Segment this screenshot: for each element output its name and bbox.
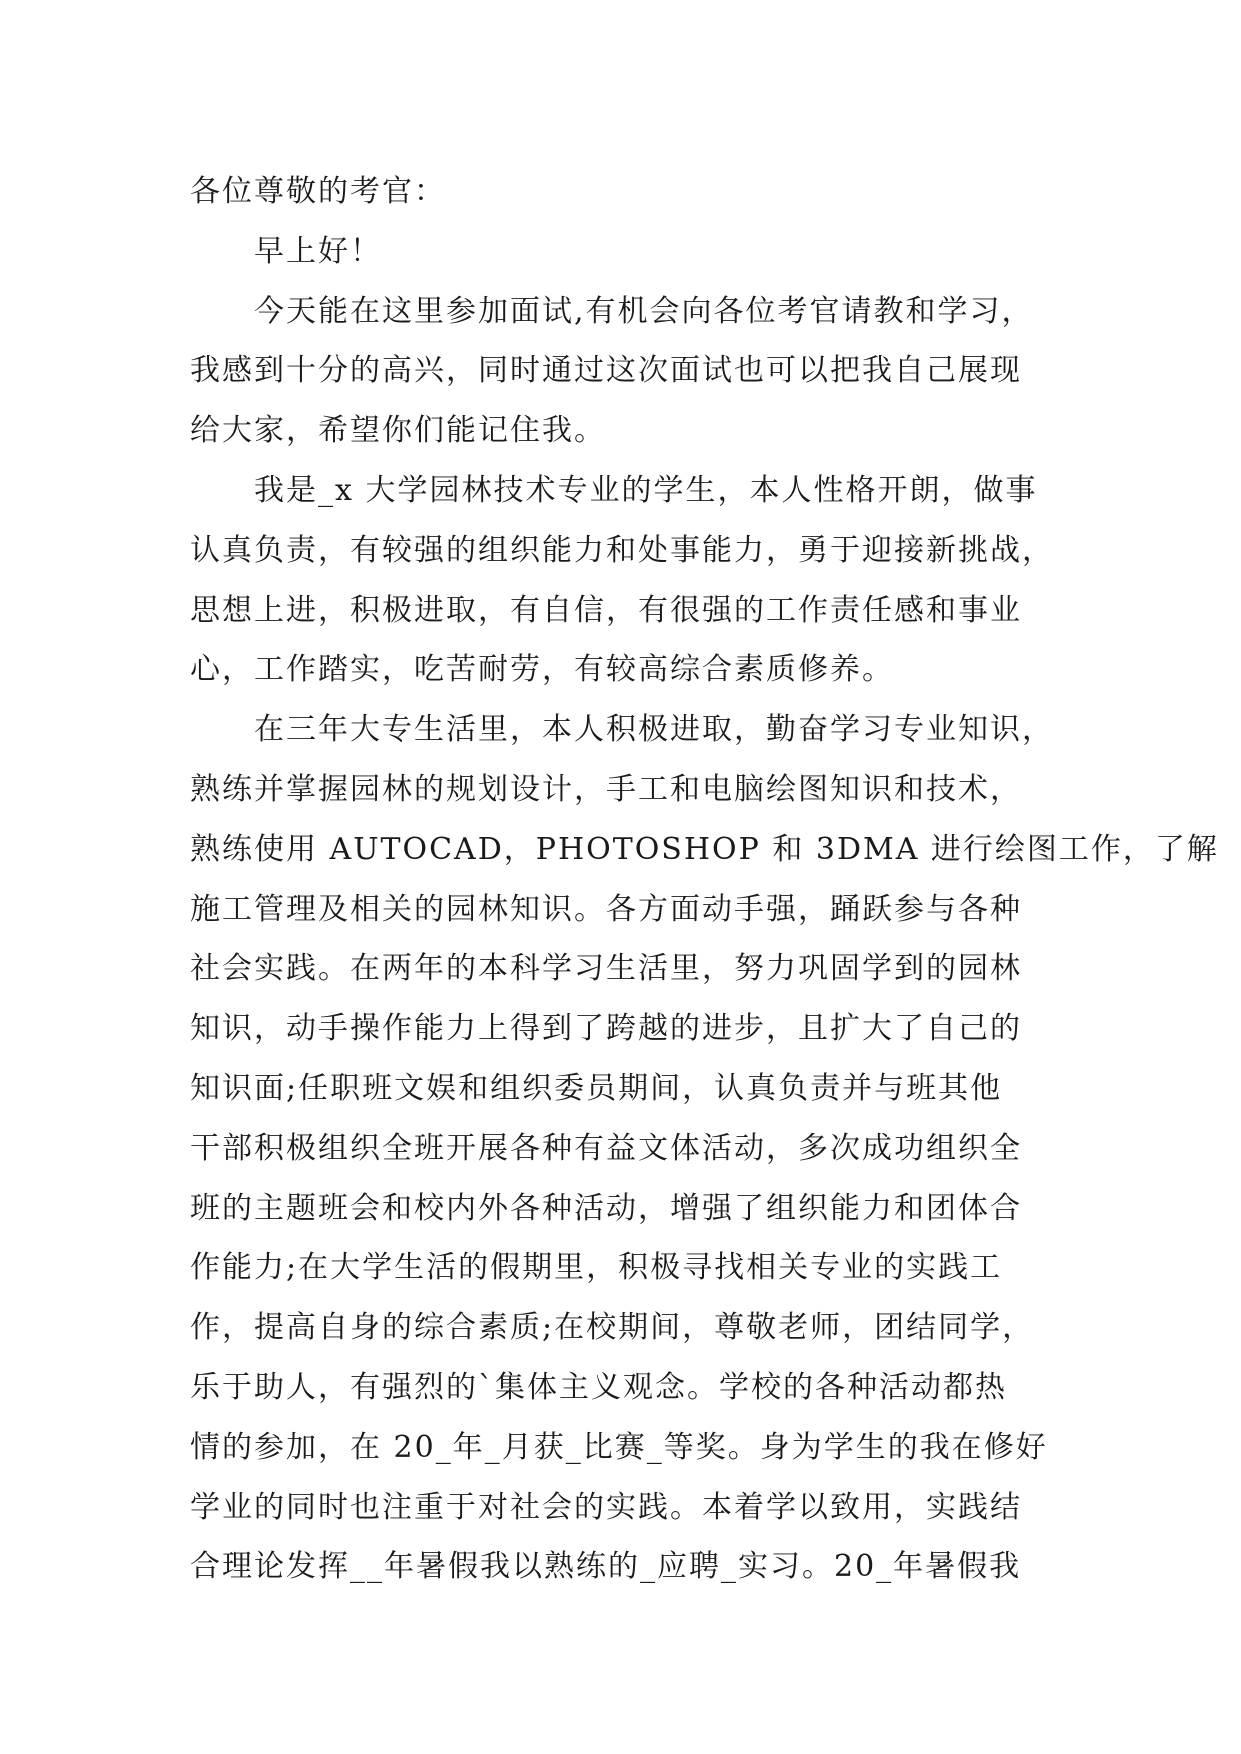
text-line: 给大家，希望你们能记住我。 (190, 413, 606, 449)
text-line: 我是_x 大学园林技术专业的学生，本人性格开朗，做事 (254, 472, 1038, 508)
text-line: 合理论发挥__年暑假我以熟练的_应聘_实习。20_年暑假我 (190, 1549, 1022, 1585)
text-line: 作，提高自身的综合素质;在校期间，尊敬老师，团结同学， (190, 1310, 1035, 1346)
text-line: 作能力;在大学生活的假期里，积极寻找相关专业的实践工 (190, 1250, 1003, 1286)
text-line: 我感到十分的高兴，同时通过这次面试也可以把我自己展现 (190, 353, 1022, 389)
text-line: 施工管理及相关的园林知识。各方面动手强，踊跃参与各种 (190, 891, 1022, 927)
salutation: 各位尊敬的考官： (190, 174, 446, 209)
text-line: 心，工作踏实，吃苦耐劳，有较高综合素质修养。 (190, 652, 894, 688)
body-lines (190, 222, 1219, 1597)
text-line: 干部积极组织全班开展各种有益文体活动，多次成功组织全 (190, 1130, 1022, 1166)
text-line: 熟练使用 AUTOCAD，PHOTOSHOP 和 3DMA 进行绘图工作，了解 (190, 831, 1219, 867)
text-line: 社会实践。在两年的本科学习生活里，努力巩固学到的园林 (190, 951, 1022, 987)
text-line: 知识，动手操作能力上得到了跨越的进步，且扩大了自己的 (190, 1011, 1022, 1047)
text-line: 熟练并掌握园林的规划设计，手工和电脑绘图知识和技术， (190, 771, 1022, 807)
text-line: 今天能在这里参加面试,有机会向各位考官请教和学习， (254, 293, 1034, 329)
text-line: 知识面;任职班文娱和组织委员期间，认真负责并与班其他 (190, 1070, 1003, 1106)
text-line: 早上好！ (254, 233, 382, 269)
text-line: 在三年大专生活里，本人积极进取，勤奋学习专业知识， (254, 712, 1054, 748)
text-line: 情的参加，在 20_年_月获_比赛_等奖。身为学生的我在修好 (190, 1429, 1048, 1465)
text-line: 学业的同时也注重于对社会的实践。本着学以致用，实践结 (190, 1489, 1022, 1525)
text-line: 认真负责，有较强的组织能力和处事能力，勇于迎接新挑战， (190, 532, 1054, 568)
text-line: 乐于助人，有强烈的`集体主义观念。学校的各种活动都热 (190, 1369, 1007, 1405)
document-body (190, 162, 1219, 1597)
text-line: 班的主题班会和校内外各种活动，增强了组织能力和团体合 (190, 1190, 1022, 1226)
text-line: 思想上进，积极进取，有自信，有很强的工作责任感和事业 (190, 592, 1022, 628)
